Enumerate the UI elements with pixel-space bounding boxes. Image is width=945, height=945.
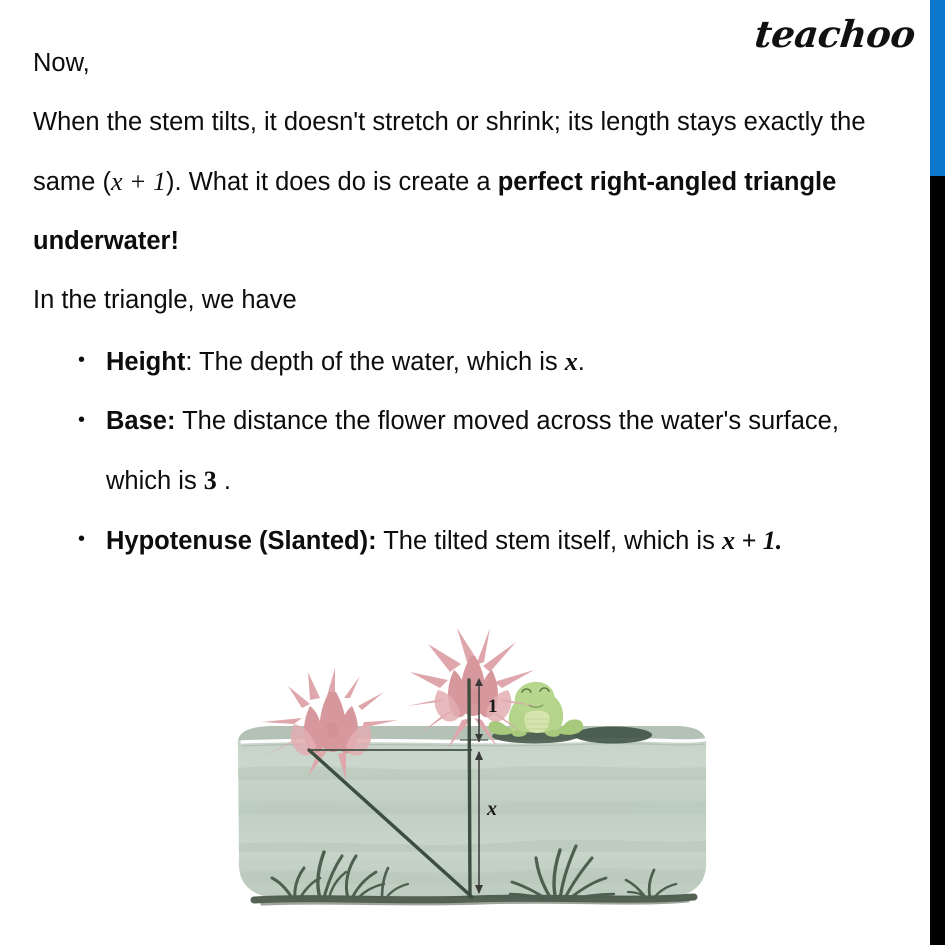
bullet-1-label: Base: (106, 407, 176, 435)
vertical-stem (469, 680, 470, 897)
para1-bold-phrase: perfect right-angled triangle underwater! (33, 168, 837, 255)
bullet-2-text-before: The tilted stem itself, which is (376, 527, 722, 555)
lily-pad-icon (574, 727, 652, 744)
paragraph-stem-tilt (33, 93, 908, 271)
label-depth: x (487, 798, 497, 820)
list-item-hypotenuse (33, 511, 908, 571)
bullet-0-text-after: . (577, 348, 585, 376)
pond-diagram (232, 600, 712, 945)
bullet-0-label: Height (106, 348, 186, 376)
right-edge-black-bar (930, 176, 945, 945)
teachoo-logo: teachoo (752, 12, 918, 56)
triangle-parts-list (33, 332, 908, 571)
bullet-2-math: x + 1. (721, 526, 783, 555)
para1-part-b: ). What it does do is create a (166, 168, 498, 196)
paragraph-in-the-triangle: In the triangle, we have (33, 286, 297, 314)
lesson-text-body (33, 34, 908, 571)
right-edge-blue-bar (930, 0, 945, 176)
bullet-2-label: Hypotenuse (Slanted): (106, 527, 377, 555)
para1-math-x-plus-1: x + 1 (110, 167, 167, 196)
label-above-water: 1 (488, 696, 498, 717)
list-item-height (33, 332, 908, 392)
bullet-0-text-before: The depth of the water, which is (192, 348, 565, 376)
bullet-1-math: 3 (203, 466, 217, 495)
bullet-1-text-after: . (216, 467, 231, 495)
bullet-1-text-before: The distance the flower moved across the water's surface, which is (106, 407, 839, 495)
para1-part-a: When the stem tilts, it doesn't stretch or shrink; its length stays exactly the same ( (33, 108, 866, 196)
list-item-base (33, 392, 908, 511)
paragraph-now: Now, (33, 49, 90, 77)
bullet-0-colon: : (185, 348, 193, 376)
bullet-0-math: x (564, 347, 578, 376)
